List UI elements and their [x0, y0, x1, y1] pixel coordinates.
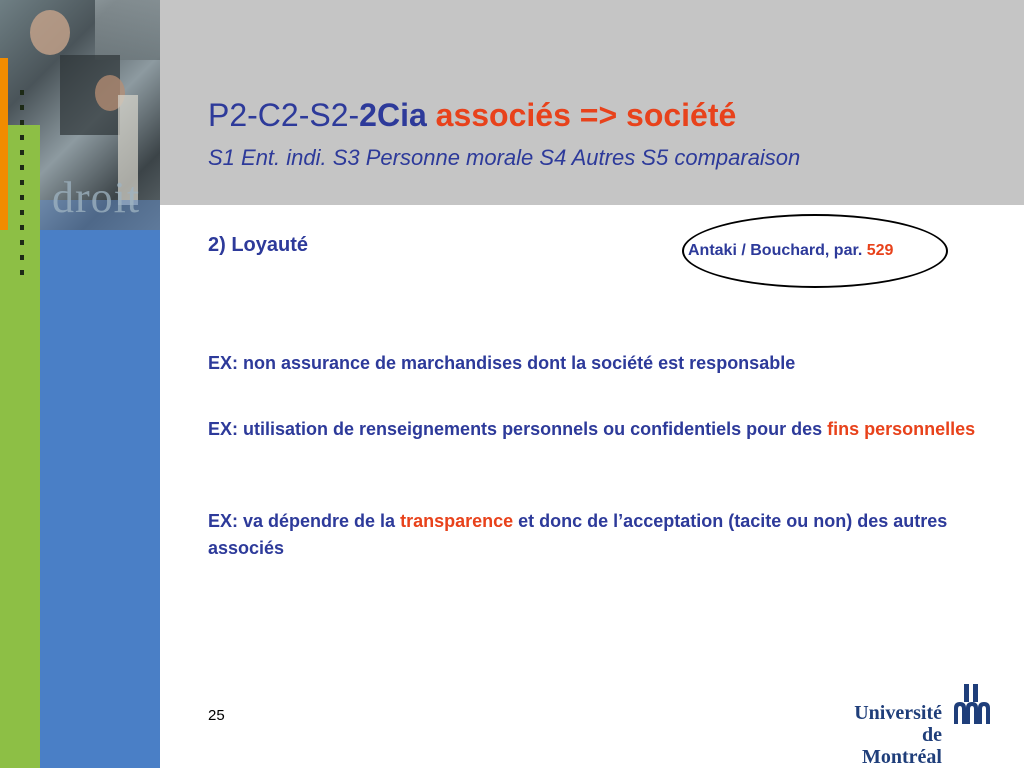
section-heading: 2) Loyauté: [208, 234, 309, 256]
reference-number: 529: [866, 242, 894, 259]
title-highlight: associés => société: [435, 97, 737, 133]
highlight-text: transparence: [400, 511, 514, 531]
sidebar-green-panel: [8, 125, 40, 768]
droit-watermark: droit: [52, 173, 141, 222]
universite-de-montreal-logo: [838, 682, 998, 768]
sidebar-dotted-line: [20, 90, 24, 275]
example-paragraph-2: EX: utilisation de renseignements personnels ou confidentiels pour des fins personnelles: [208, 419, 976, 439]
logo-line-1: Université: [854, 702, 942, 724]
highlight-text: fins personnelles: [827, 419, 976, 439]
example-paragraph-1: EX: non assurance de marchandises dont la société est responsable: [208, 353, 796, 373]
title-prefix: P2-C2-S2-: [208, 97, 360, 133]
reference-label: [688, 242, 893, 260]
title-bold: 2Cia: [359, 97, 427, 133]
logo-line-2: de Montréal: [862, 724, 942, 768]
sidebar-blue-panel: [40, 230, 160, 768]
slide-header: [160, 0, 1024, 205]
page-number: 25: [208, 707, 225, 724]
reference-text: Antaki / Bouchard, par.: [688, 242, 863, 259]
slide-title: [208, 97, 736, 134]
slide-subtitle: S1 Ent. indi. S3 Personne morale S4 Autres S5 comparaison: [208, 145, 801, 170]
example-paragraph-3: EX: va dépendre de la transparence et donc de l’acceptation (tacite ou non) des autres associés: [208, 511, 948, 558]
sidebar-green-strip: [0, 230, 8, 768]
sidebar-orange-bar: [0, 58, 8, 230]
sidebar-decoration: [0, 0, 160, 768]
udem-mark-icon: [952, 684, 992, 724]
